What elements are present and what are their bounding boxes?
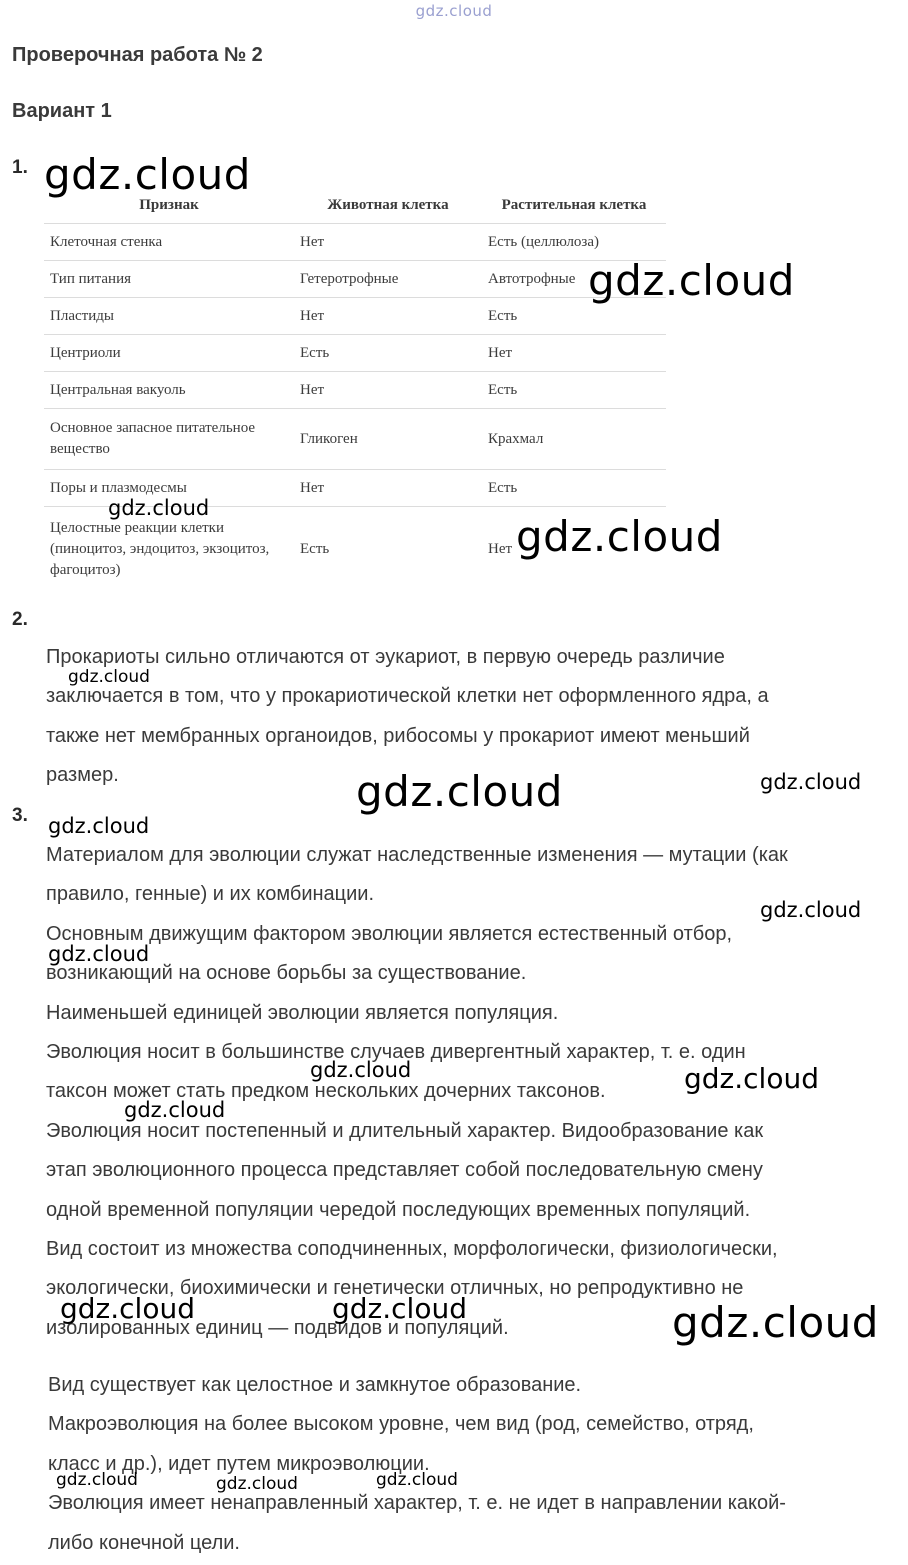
watermark: gdz.cloud	[356, 767, 563, 816]
watermark: gdz.cloud	[760, 898, 862, 922]
watermark: gdz.cloud	[48, 814, 150, 838]
cell-plant: Есть (целлюлоза)	[482, 224, 666, 261]
watermark: gdz.cloud	[60, 1292, 195, 1325]
text-line: Вид состоит из множества соподчиненных, морфологически, физиологически,	[46, 1238, 778, 1261]
text-line: Основным движущим фактором эволюции является естественный отбор,	[46, 922, 732, 945]
cell-plant: Нет	[482, 335, 666, 372]
text-line: одной временной популяции чередой последующих временных популяций.	[46, 1198, 751, 1221]
cell-animal: Нет	[294, 298, 482, 335]
table-row	[44, 261, 666, 298]
text-line: размер.	[46, 764, 119, 787]
watermark: gdz.cloud	[48, 942, 150, 966]
task-3-answer-continued	[48, 1366, 908, 1563]
text-line: правило, генные) и их комбинации.	[46, 883, 375, 906]
table-row	[44, 335, 666, 372]
cell-animal: Гликоген	[294, 409, 482, 470]
text-line: Вид существует как целостное и замкнутое образование.	[48, 1374, 582, 1396]
cell-feature: Основное запасное питательное вещество	[44, 409, 294, 470]
cell-animal: Есть	[294, 507, 482, 592]
watermark: gdz.cloud	[56, 1470, 138, 1490]
text-line: Эволюция носит в большинстве случаев дивергентный характер, т. е. один	[46, 1041, 746, 1064]
text-line: класс и др.), идет путем микроэволюции.	[48, 1452, 430, 1475]
cell-animal: Нет	[294, 224, 482, 261]
text-line: Эволюция носит постепенный и длительный характер. Видообразование как	[46, 1119, 764, 1142]
watermark: gdz.cloud	[376, 1470, 458, 1490]
watermark: gdz.cloud	[68, 667, 150, 687]
watermark: gdz.cloud	[108, 496, 210, 520]
task-3-number: 3.	[12, 805, 28, 826]
header-feature: Признак	[139, 196, 199, 213]
text-line: Наименьшей единицей эволюции является популяция.	[46, 1001, 559, 1024]
table-row	[44, 298, 666, 335]
cell-feature: Поры и плазмодесмы	[44, 470, 294, 507]
text-line: Эволюция имеет ненаправленный характер, т. е. не идет в направлении какой-	[48, 1492, 786, 1515]
watermark: gdz.cloud	[332, 1292, 467, 1325]
text-line: возникающий на основе борьбы за существование.	[46, 962, 527, 985]
cell-plant: Есть	[482, 470, 666, 507]
cell-animal: Гетеротрофные	[294, 261, 482, 298]
cell-animal: Нет	[294, 372, 482, 409]
task-2-number: 2.	[12, 609, 28, 630]
cell-feature: Пластиды	[44, 298, 294, 335]
watermark: gdz.cloud	[44, 150, 251, 199]
text-line: этап эволюционного процесса представляет собой последовательную смену	[46, 1159, 763, 1182]
text-line: также нет мембранных органоидов, рибосомы у прокариот имеют меньший	[46, 724, 750, 747]
watermark: gdz.cloud	[310, 1058, 412, 1082]
cell-plant: Автотрофные	[482, 261, 666, 298]
watermark: gdz.cloud	[516, 512, 723, 561]
text-line: Прокариоты сильно отличаются от эукариот, в первую очередь различие	[46, 646, 725, 668]
text-line: заключается в том, что у прокариотической клетки нет оформленного ядра, а	[46, 685, 769, 708]
text-line: Макроэволюция на более высоком уровне, чем вид (род, семейство, отряд,	[48, 1413, 754, 1436]
page-title: Проверочная работа № 2	[12, 44, 263, 66]
watermark: gdz.cloud	[672, 1298, 879, 1347]
text-line: Материалом для эволюции служат наследственные изменения — мутации (как	[46, 844, 788, 866]
cell-animal: Нет	[294, 470, 482, 507]
watermark: gdz.cloud	[216, 1474, 298, 1494]
text-line: таксон может стать предком нескольких дочерних таксонов.	[46, 1080, 606, 1103]
header-plant-cell: Растительная клетка	[501, 196, 647, 213]
table-row	[44, 409, 666, 470]
cell-feature: Центриоли	[44, 335, 294, 372]
top-watermark: gdz.cloud	[415, 2, 493, 20]
watermark: gdz.cloud	[588, 256, 795, 305]
text-line: либо конечной цели.	[48, 1531, 240, 1554]
cell-feature: Целостные реакции клетки (пиноцитоз, эндоцитоз, экзоцитоз, фагоцитоз)	[44, 507, 294, 592]
table-row	[44, 224, 666, 261]
task-1-number: 1.	[12, 157, 28, 178]
table-row	[44, 372, 666, 409]
cell-plant: Есть	[482, 372, 666, 409]
cell-feature: Клеточная стенка	[44, 224, 294, 261]
watermark: gdz.cloud	[684, 1062, 819, 1095]
watermark: gdz.cloud	[124, 1098, 226, 1122]
text-line: изолированных единиц — подвидов и популяций.	[46, 1316, 509, 1339]
cell-feature: Центральная вакуоль	[44, 372, 294, 409]
cell-plant: Нет	[482, 507, 666, 592]
cell-plant: Есть	[482, 298, 666, 335]
variant-heading: Вариант 1	[12, 100, 112, 122]
cell-feature: Тип питания	[44, 261, 294, 298]
watermark: gdz.cloud	[760, 770, 862, 794]
cell-animal: Есть	[294, 335, 482, 372]
header-animal-cell: Животная клетка	[327, 196, 449, 213]
cell-plant: Крахмал	[482, 409, 666, 470]
text-line: экологически, биохимически и генетически отличных, но репродуктивно не	[46, 1277, 744, 1300]
